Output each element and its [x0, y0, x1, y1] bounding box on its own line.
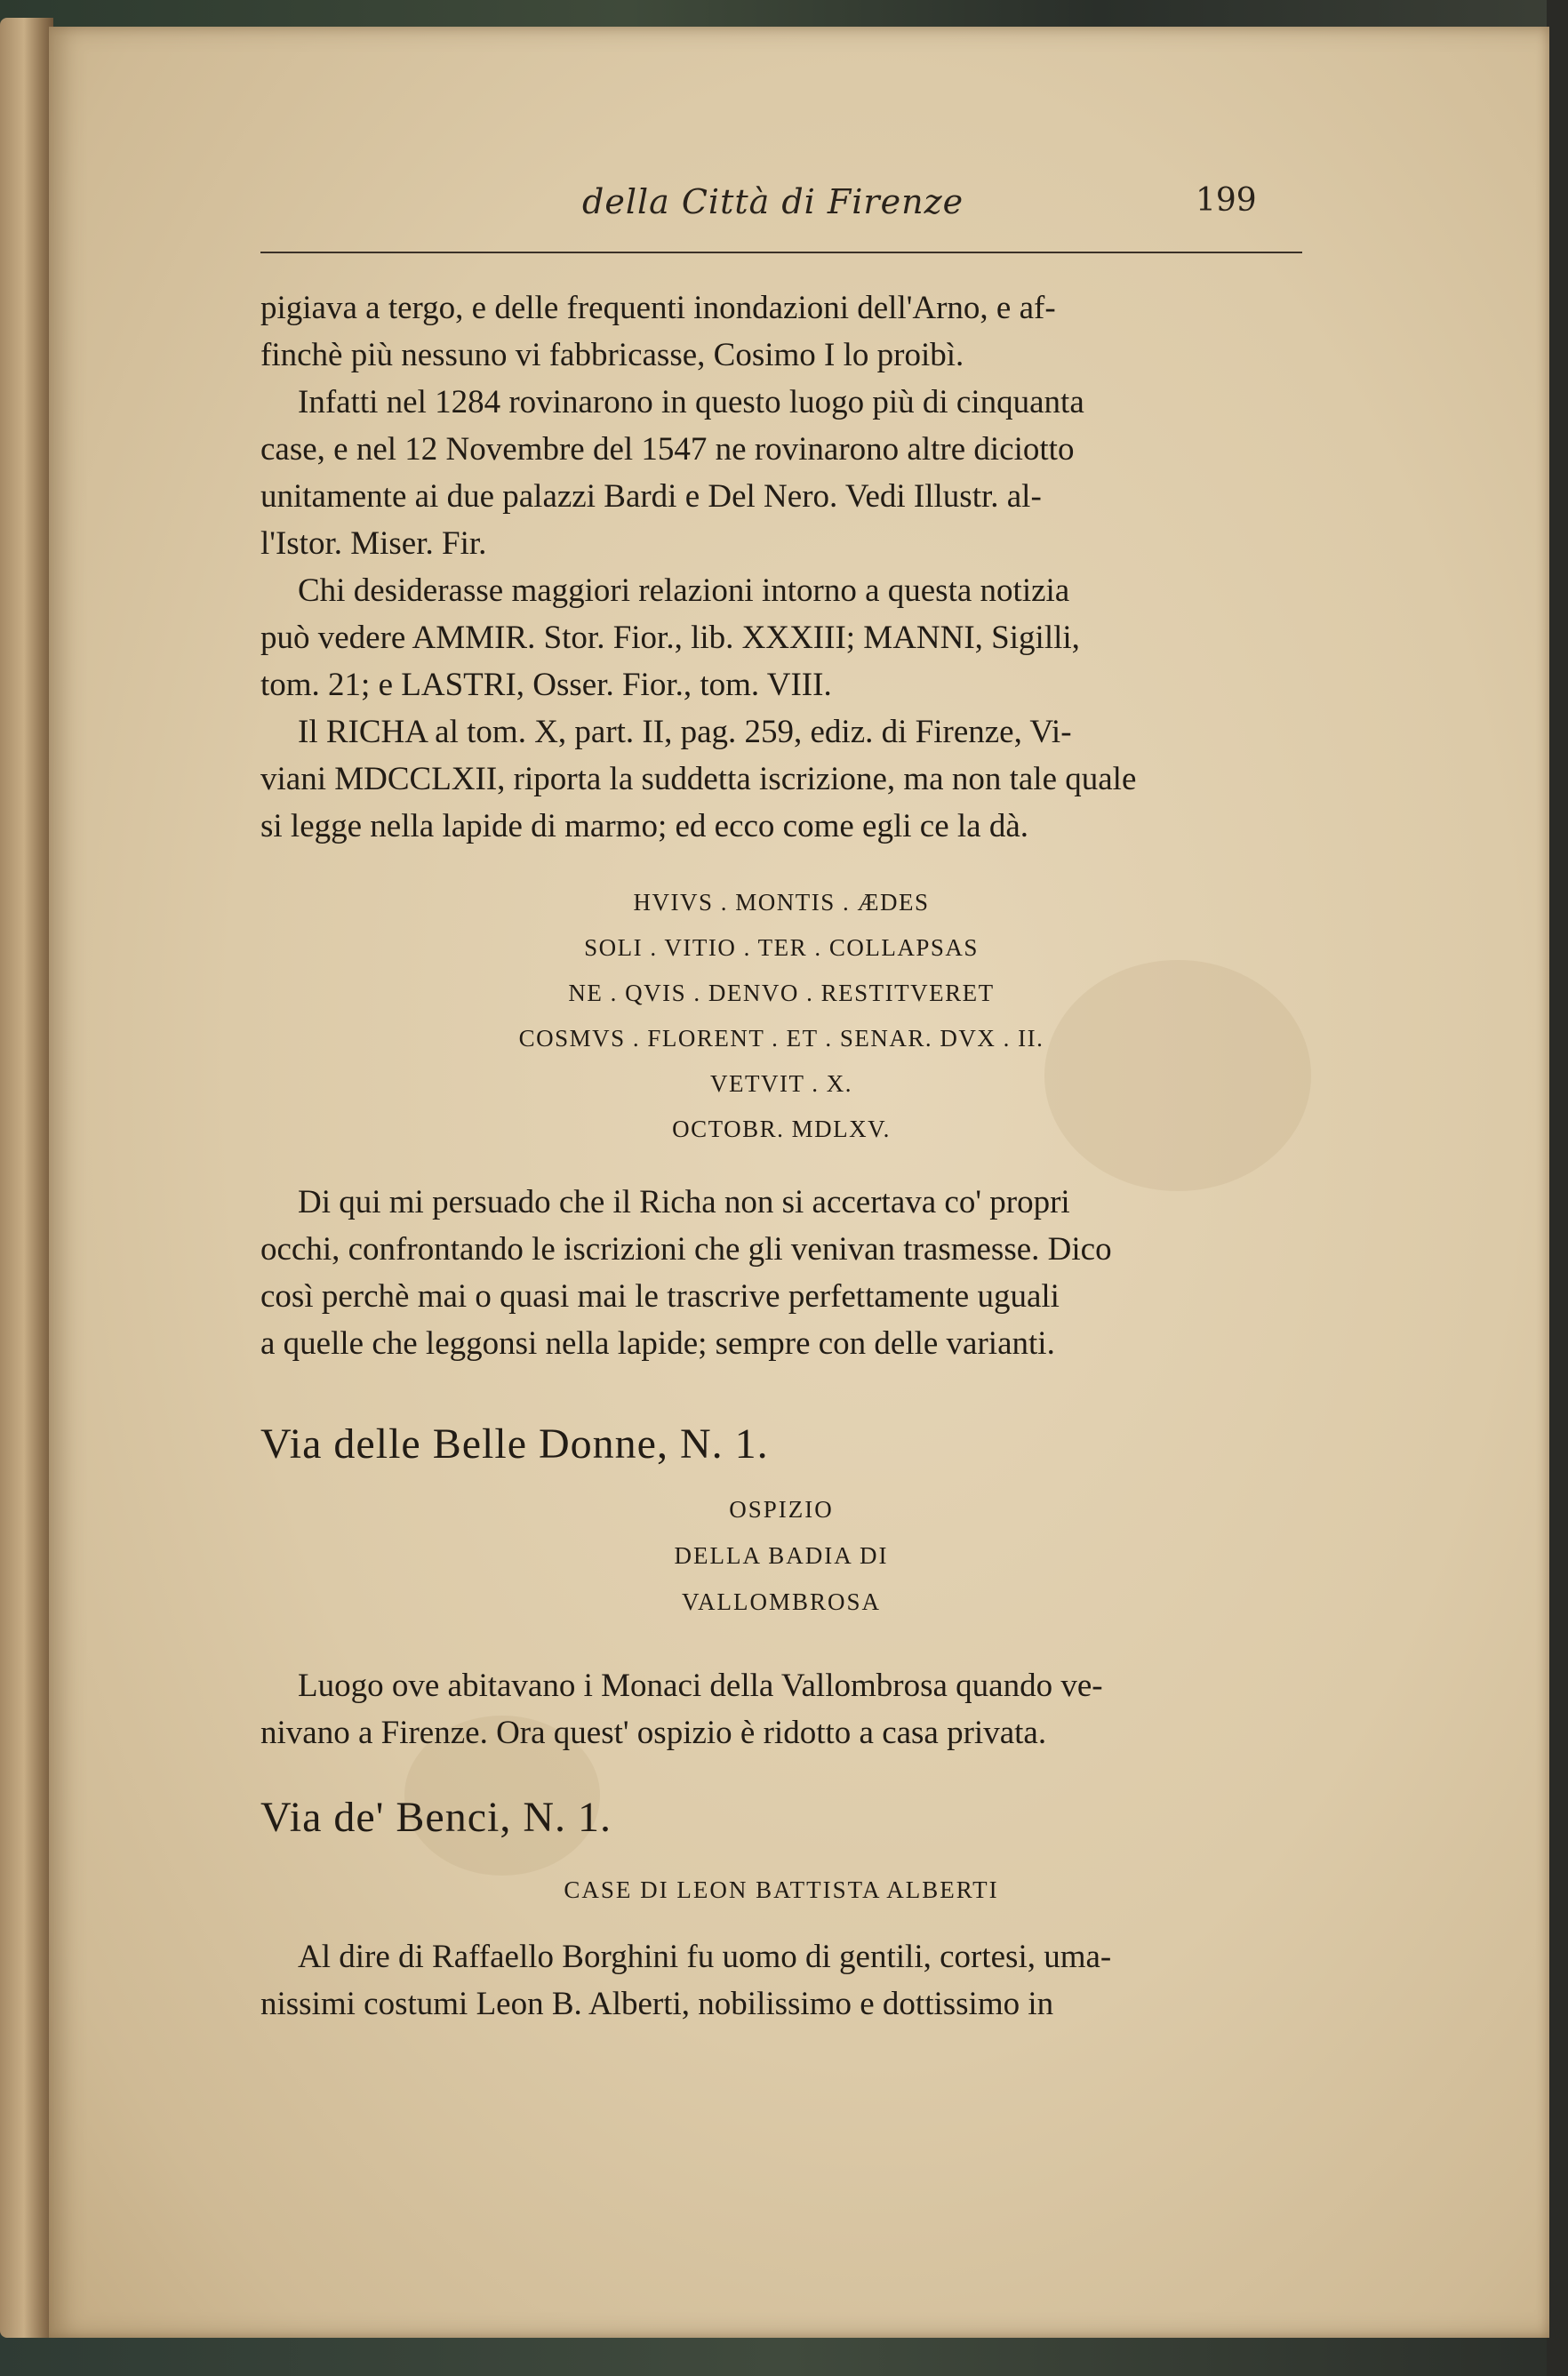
paragraph-richa	[260, 708, 1302, 850]
inscription-line: OCTOBR. MDLXV.	[672, 1116, 891, 1142]
paragraph-line: nissimi costumi Leon B. Alberti, nobilissimo e dottissimo in	[260, 1986, 1054, 2022]
backdrop-right	[1547, 0, 1568, 2376]
backdrop-bottom	[0, 2333, 1568, 2376]
paragraph-line: può vedere AMMIR. Stor. Fior., lib. XXXIII; MANNI, Sigilli,	[260, 620, 1080, 656]
paragraph-line: viani MDCCLXII, riporta la suddetta iscrizione, ma non tale quale	[260, 761, 1137, 797]
paragraph-line: Luogo ove abitavano i Monaci della Vallombrosa quando ve-	[298, 1668, 1103, 1704]
paragraph-line: unitamente ai due palazzi Bardi e Del Nero. Vedi Illustr. al-	[260, 478, 1042, 515]
paragraph-di-qui	[260, 1179, 1302, 1367]
section-benci	[260, 1791, 1302, 1844]
paragraph-line: Il RICHA al tom. X, part. II, pag. 259, ediz. di Firenze, Vi-	[298, 714, 1072, 750]
section-heading: Via de' Benci, N. 1.	[260, 1794, 612, 1841]
page-number: 199	[1196, 182, 1257, 219]
section-benci-subtitle	[260, 1867, 1302, 1913]
book-page	[49, 27, 1549, 2338]
subtitle-line: CASE DI LEON BATTISTA ALBERTI	[564, 1876, 999, 1903]
inscription-line: HVIVS . MONTIS . ÆDES	[633, 889, 930, 916]
paragraph-line: si legge nella lapide di marmo; ed ecco come egli ce la dà.	[260, 808, 1028, 844]
section-belle-donne-text	[260, 1662, 1302, 1756]
paragraph-line: Chi desiderasse maggiori relazioni intorno a questa notizia	[298, 572, 1070, 609]
paragraph-continuation	[260, 284, 1302, 379]
paragraph-infatti	[260, 379, 1302, 567]
paragraph-line: così perchè mai o quasi mai le trascrive perfettamente uguali	[260, 1278, 1060, 1315]
inscription-line: NE . QVIS . DENVO . RESTITVERET	[568, 980, 995, 1006]
inscription-line: COSMVS . FLORENT . ET . SENAR. DVX . II.	[518, 1025, 1044, 1052]
inscription-block	[260, 880, 1302, 1152]
paragraph-line: case, e nel 12 Novembre del 1547 ne rovinarono altre diciotto	[260, 431, 1075, 468]
paragraph-chi-desiderasse	[260, 567, 1302, 708]
paragraph-line: occhi, confrontando le iscrizioni che gli venivan trasmesse. Dico	[260, 1231, 1112, 1268]
subtitle-line: DELLA BADIA DI	[674, 1542, 889, 1569]
header-rule	[260, 252, 1302, 253]
paragraph-line: l'Istor. Miser. Fir.	[260, 525, 487, 562]
paragraph-line: Infatti nel 1284 rovinarono in questo luogo più di cinquanta	[298, 384, 1084, 420]
running-title: della Città di Firenze	[582, 182, 964, 221]
paragraph-line: Al dire di Raffaello Borghini fu uomo di gentili, cortesi, uma-	[298, 1939, 1112, 1975]
section-heading: Via delle Belle Donne, N. 1.	[260, 1420, 769, 1468]
paragraph-line: pigiava a tergo, e delle frequenti inondazioni dell'Arno, e af-	[260, 290, 1056, 326]
paragraph-line: finchè più nessuno vi fabbricasse, Cosimo I lo proibì.	[260, 337, 964, 373]
paragraph-line: tom. 21; e LASTRI, Osser. Fior., tom. VIII.	[260, 667, 832, 703]
paragraph-line: a quelle che leggonsi nella lapide; sempre con delle varianti.	[260, 1325, 1055, 1362]
section-benci-text	[260, 1933, 1302, 2028]
section-belle-donne-subtitle	[260, 1486, 1302, 1625]
section-belle-donne	[260, 1418, 1302, 1471]
subtitle-line: VALLOMBROSA	[681, 1588, 882, 1615]
paragraph-line: nivano a Firenze. Ora quest' ospizio è ridotto a casa privata.	[260, 1715, 1047, 1751]
inscription-line: SOLI . VITIO . TER . COLLAPSAS	[584, 934, 979, 961]
inscription-line: VETVIT . X.	[710, 1070, 852, 1097]
running-head	[49, 182, 1549, 236]
subtitle-line: OSPIZIO	[729, 1496, 834, 1523]
paragraph-line: Di qui mi persuado che il Richa non si accertava co' propri	[298, 1184, 1070, 1220]
book-spine-edge	[0, 18, 53, 2338]
